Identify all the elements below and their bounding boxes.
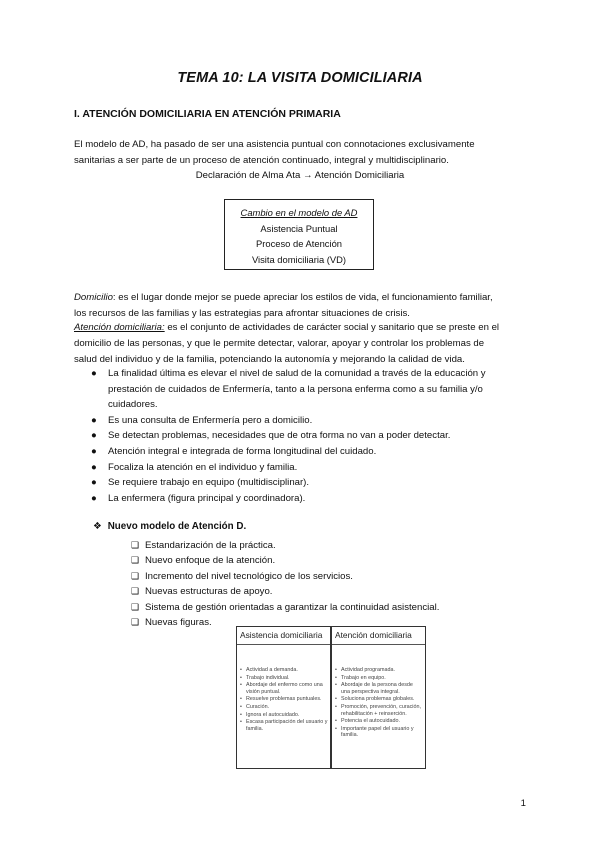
bullet-icon: ●: [91, 368, 97, 379]
table-header: Asistencia domiciliaria: [237, 627, 330, 645]
box-item: Visita domiciliaria (VD): [251, 253, 347, 265]
list-item-text: Es una consulta de Enfermería pero a domicilio.: [108, 414, 313, 426]
comparison-table: [236, 626, 426, 769]
nuevo-modelo-title: Nuevo modelo de Atención D.: [107, 521, 247, 532]
page-number: 1: [520, 798, 526, 809]
box-title: Cambio en el modelo de AD: [240, 207, 358, 218]
checkbox-square-icon: ❑: [131, 617, 140, 628]
domicilio-text: : es el lugar donde mejor se puede apreciar los estilos de vida, el funcionamiento familiar,: [112, 292, 493, 303]
table-cell: • Trabajo en equipo.: [335, 675, 423, 682]
table-cell: • Resuelve problemas puntuales.: [240, 696, 328, 703]
intro-line: sanitarias a ser parte de un proceso de atención continuado, integral y multidisciplinario.: [74, 155, 449, 166]
table-cell: • Abordaje de la persona desde una perspectiva integral.: [335, 682, 423, 695]
table-cell: • Importante papel del usuario y familia.: [335, 726, 423, 739]
bullet-icon: ●: [91, 430, 97, 442]
list-item-text: Nuevas estructuras de apoyo.: [145, 586, 273, 598]
list-item: [131, 553, 439, 568]
table-cell: • Actividad a demanda.: [240, 667, 328, 674]
bullet-list: [91, 366, 531, 506]
bullet-icon: ●: [91, 414, 97, 426]
atencion-term: Atención domiciliaria:: [74, 322, 165, 333]
atencion-text: es el conjunto de actividades de carácter social y sanitario que se preste en el: [164, 322, 500, 333]
table-cell: • Abordaje del enfermo como una visión puntual.: [240, 682, 328, 695]
list-item: [131, 569, 439, 584]
table-cell: • Escasa participación del usuario y familia.: [240, 719, 328, 732]
bullet-icon: ●: [91, 461, 97, 473]
list-item-text: Atención integral e integrada de forma longitudinal del cuidado.: [108, 445, 377, 457]
atencion-paragraph: [74, 320, 530, 368]
list-item-text: Nuevas figuras.: [145, 617, 212, 629]
atencion-line: [74, 320, 530, 336]
list-item: [91, 366, 531, 413]
list-item-text: Nuevo enfoque de la atención.: [145, 555, 276, 567]
table-column-list: [237, 667, 330, 732]
table-cell: • Actividad programada.: [335, 667, 423, 674]
table-column-asistencia: [237, 627, 332, 768]
model-change-box: [224, 199, 374, 270]
box-item: Proceso de Atención: [256, 238, 342, 249]
list-item-text: La finalidad última es elevar el nivel de salud de la comunidad a través de la educación y prestación de cuidados de Enfermería, tanto a la persona enferma como a su familia y/o cuidadores.: [108, 368, 486, 411]
bullet-icon: ●: [91, 445, 97, 457]
checkbox-square-icon: ❑: [131, 601, 140, 612]
table-header: Atención domiciliaria: [332, 627, 425, 645]
diamond-icon: ❖: [93, 521, 102, 532]
alma-ata-line: Declaración de Alma Ata → Atención Domiciliaria: [195, 170, 405, 181]
table-cell: • Soluciona problemas globales.: [335, 696, 423, 703]
list-item-text: Se detectan problemas, necesidades que de otra forma no van a poder detectar.: [108, 430, 451, 442]
list-item: [91, 460, 531, 476]
domicilio-term: Domicilio: [74, 292, 113, 303]
intro-line: El modelo de AD, ha pasado de ser una asistencia puntual con connotaciones exclusivamente: [74, 139, 475, 150]
atencion-line: salud del individuo y de la familia, potenciando la autonomía y mejorando la calidad de vida.: [74, 354, 465, 365]
list-item: [91, 413, 531, 429]
list-item-text: Focaliza la atención en el individuo y familia.: [108, 461, 298, 473]
checkbox-square-icon: ❑: [131, 555, 140, 566]
list-item: [131, 538, 439, 553]
domicilio-line: los recursos de las familias y las estrategias para afrontar situaciones de crisis.: [74, 308, 410, 319]
checkbox-square-icon: ❑: [131, 570, 140, 581]
table-cell: • Curación.: [240, 704, 328, 711]
checkbox-square-icon: ❑: [131, 586, 140, 597]
list-item-text: Incremento del nivel tecnológico de los servicios.: [145, 570, 353, 582]
checkbox-square-icon: ❑: [131, 540, 140, 550]
list-item: [131, 600, 439, 615]
section-heading: I. ATENCIÓN DOMICILIARIA EN ATENCIÓN PRIMARIA: [74, 108, 341, 120]
list-item-text: Sistema de gestión orientadas a garantizar la continuidad asistencial.: [145, 601, 440, 613]
intro-paragraph: [74, 137, 530, 169]
bullet-icon: ●: [91, 477, 97, 489]
bullet-icon: ●: [91, 492, 97, 504]
list-item-text: Se requiere trabajo en equipo (multidisciplinar).: [108, 477, 310, 489]
list-item: [131, 584, 439, 599]
list-item-text: La enfermera (figura principal y coordinadora).: [108, 492, 306, 504]
table-cell: • Ignora el autocuidado.: [240, 712, 328, 719]
box-item: Asistencia Puntual: [260, 222, 338, 234]
atencion-line: domicilio de las personas, y que le permite detectar, valorar, apoyar y controlar los problemas de: [74, 338, 485, 349]
list-item: [91, 491, 531, 507]
nuevo-modelo-list: [131, 538, 439, 630]
list-item: [91, 428, 531, 444]
list-item-text: Estandarización de la práctica.: [145, 540, 276, 551]
nuevo-modelo-heading: [93, 521, 246, 532]
domicilio-paragraph: [74, 290, 530, 322]
table-cell: • Promoción, prevención, curación, rehabilitación + reinserción.: [335, 704, 423, 717]
domicilio-line: [74, 290, 530, 306]
document-title: TEMA 10: LA VISITA DOMICILIARIA: [177, 70, 423, 86]
list-item: [91, 444, 531, 460]
table-column-atencion: [332, 627, 425, 768]
table-cell: • Potencia el autocuidado.: [335, 718, 423, 725]
list-item: [91, 475, 531, 491]
table-cell: • Trabajo individual.: [240, 675, 328, 682]
table-column-list: [332, 667, 425, 739]
